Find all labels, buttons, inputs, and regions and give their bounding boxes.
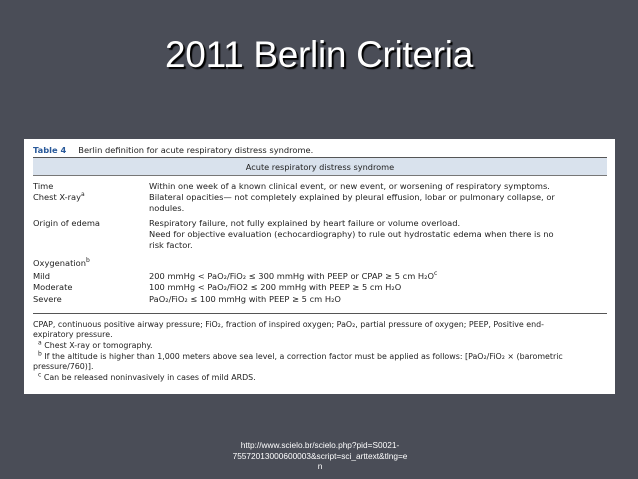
source-link[interactable] <box>220 440 420 472</box>
footnote-b-2: pressure/760)]. <box>33 362 94 371</box>
row-label-mild: Mild <box>33 271 51 281</box>
slide-title: 2011 Berlin Criteria <box>165 34 473 75</box>
table-header <box>33 158 607 175</box>
row-value-moderate: 100 mmHg < PaO₂/FiO2 ≤ 200 mmHg with PEEP ≥ 5 cm H₂O <box>149 282 402 292</box>
row-value-time: Within one week of a known clinical event, or new event, or worsening of respiratory symptoms. <box>149 181 550 191</box>
row-value-chest-xray-1: Bilateral opacities— not completely explained by pleural effusion, lobar or pulmonary collapse, or <box>149 192 555 202</box>
table-bottom-rule <box>33 313 607 314</box>
row-label-severe: Severe <box>33 294 62 304</box>
row-label-oxygenation: Oxygenation$^b$ <box>33 257 90 268</box>
source-link-line-3: n <box>317 461 323 471</box>
footnote-b-1: $^b$ If the altitude is higher than 1,000 meters above sea level, a correction factor must be applied as follows: [PaO₂/FiO₂ × (barometric <box>38 350 563 361</box>
table-header-text: Acute respiratory distress syndrome <box>245 162 395 172</box>
row-value-chest-xray-2: nodules. <box>149 203 185 213</box>
row-label-time: Time <box>33 181 54 191</box>
row-label-chest-xray: Chest X-ray$^a$ <box>33 191 85 202</box>
table-header-rule <box>33 175 607 176</box>
footnote-a: $^a$ Chest X-ray or tomography. <box>38 339 153 350</box>
berlin-table-image <box>24 139 615 394</box>
source-link-line-2: 75572013000600003&script=sci_arttext&tlng=e <box>232 450 408 461</box>
row-label-moderate: Moderate <box>33 282 73 292</box>
table-label: Table 4 <box>33 145 67 155</box>
source-link-line-1: http://www.scielo.br/scielo.php?pid=S0021- <box>240 440 400 450</box>
footnote-abbreviations-1: CPAP, continuous positive airway pressure; FiO₂, fraction of inspired oxygen; PaO₂, partial pressure of oxygen; PEEP, Positive end- <box>33 320 545 329</box>
row-value-origin-edema-3: risk factor. <box>149 240 193 250</box>
row-value-severe: PaO₂/FiO₂ ≤ 100 mmHg with PEEP ≥ 5 cm H₂O <box>149 294 341 304</box>
footnote-c: $^c$ Can be released noninvasively in cases of mild ARDS. <box>38 371 256 382</box>
table-caption <box>33 145 313 155</box>
row-label-origin-edema: Origin of edema <box>33 218 100 228</box>
row-value-mild: 200 mmHg < PaO₂/FiO₂ ≤ 300 mmHg with PEEP or CPAP ≥ 5 cm $H_2O^c$ <box>149 270 438 281</box>
footnote-abbreviations-2: expiratory pressure. <box>33 330 113 339</box>
row-value-origin-edema-2: Need for objective evaluation (echocardiography) to rule out hydrostatic edema when there is no <box>149 229 554 239</box>
row-value-origin-edema-1: Respiratory failure, not fully explained by heart failure or volume overload. <box>149 218 461 228</box>
table-caption-text: Berlin definition for acute respiratory distress syndrome. <box>78 145 314 155</box>
